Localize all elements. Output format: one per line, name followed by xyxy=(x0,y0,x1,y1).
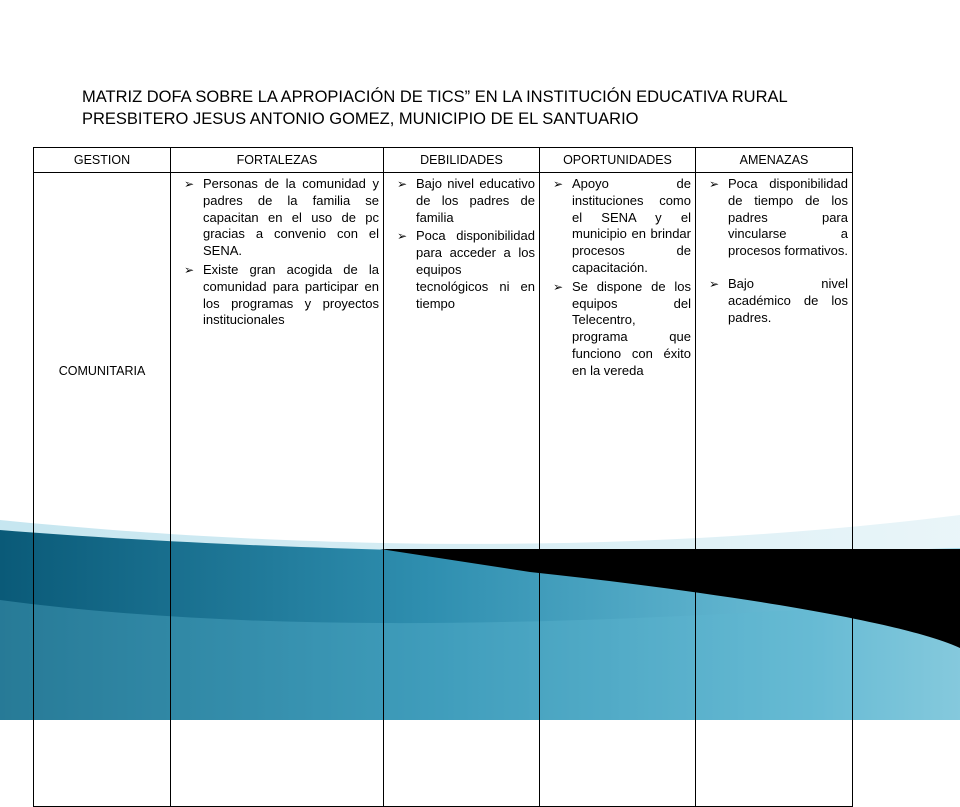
cell-fortalezas xyxy=(171,173,384,807)
page-title xyxy=(82,86,922,130)
list-item: ➢ Se dispone de los equipos del Telecentro, programa que funciono con éxito en la vereda xyxy=(553,278,691,378)
table-header-row xyxy=(34,148,853,173)
arrow-bullet-icon: ➢ xyxy=(553,177,564,191)
cell-amenazas xyxy=(696,173,853,807)
header-debilidades: DEBILIDADES xyxy=(384,148,540,173)
arrow-bullet-icon: ➢ xyxy=(553,279,564,294)
arrow-bullet-icon: ➢ xyxy=(709,276,720,291)
debilidades-list xyxy=(388,176,535,312)
arrow-bullet-icon: ➢ xyxy=(709,177,720,191)
arrow-bullet-icon: ➢ xyxy=(397,177,408,191)
arrow-bullet-icon: ➢ xyxy=(184,262,195,277)
header-amenazas: AMENAZAS xyxy=(696,148,853,173)
cell-oportunidades xyxy=(540,173,696,807)
arrow-bullet-icon: ➢ xyxy=(184,177,195,191)
fortalezas-list xyxy=(175,176,379,329)
cell-debilidades xyxy=(384,173,540,807)
header-oportunidades: OPORTUNIDADES xyxy=(540,148,696,173)
header-fortalezas: FORTALEZAS xyxy=(171,148,384,173)
oportunidades-list xyxy=(544,176,691,380)
list-item: ➢ Bajo nivel académico de los padres. xyxy=(709,275,848,325)
cell-area-comunitaria: COMUNITARIA xyxy=(34,173,171,807)
table-row xyxy=(34,173,853,807)
dofa-matrix-table xyxy=(33,147,853,807)
title-line-1: MATRIZ DOFA SOBRE LA APROPIACIÓN DE TICS” EN LA INSTITUCIÓN EDUCATIVA RURAL xyxy=(82,88,788,106)
list-item: ➢ Apoyo de instituciones como el SENA y el municipio en brindar procesos de capacitación. xyxy=(553,176,691,275)
list-item: ➢ Personas de la comunidad y padres de la familia se capacitan en el uso de pc gracias a convenio con el SENA. xyxy=(184,176,379,259)
list-item: ➢ Poca disponibilidad de tiempo de los padres para vincularse a procesos formativos. xyxy=(709,176,848,259)
list-item: ➢ Existe gran acogida de la comunidad para participar en los programas y proyectos institucionales xyxy=(184,261,379,328)
header-gestion: GESTION xyxy=(34,148,171,173)
title-line-2: PRESBITERO JESUS ANTONIO GOMEZ, MUNICIPIO DE EL SANTUARIO xyxy=(82,110,639,128)
amenazas-list xyxy=(700,176,848,326)
list-item: ➢ Poca disponibilidad para acceder a los equipos tecnológicos ni en tiempo xyxy=(397,228,535,311)
list-item: ➢ Bajo nivel educativo de los padres de familia xyxy=(397,176,535,225)
arrow-bullet-icon: ➢ xyxy=(397,229,408,244)
